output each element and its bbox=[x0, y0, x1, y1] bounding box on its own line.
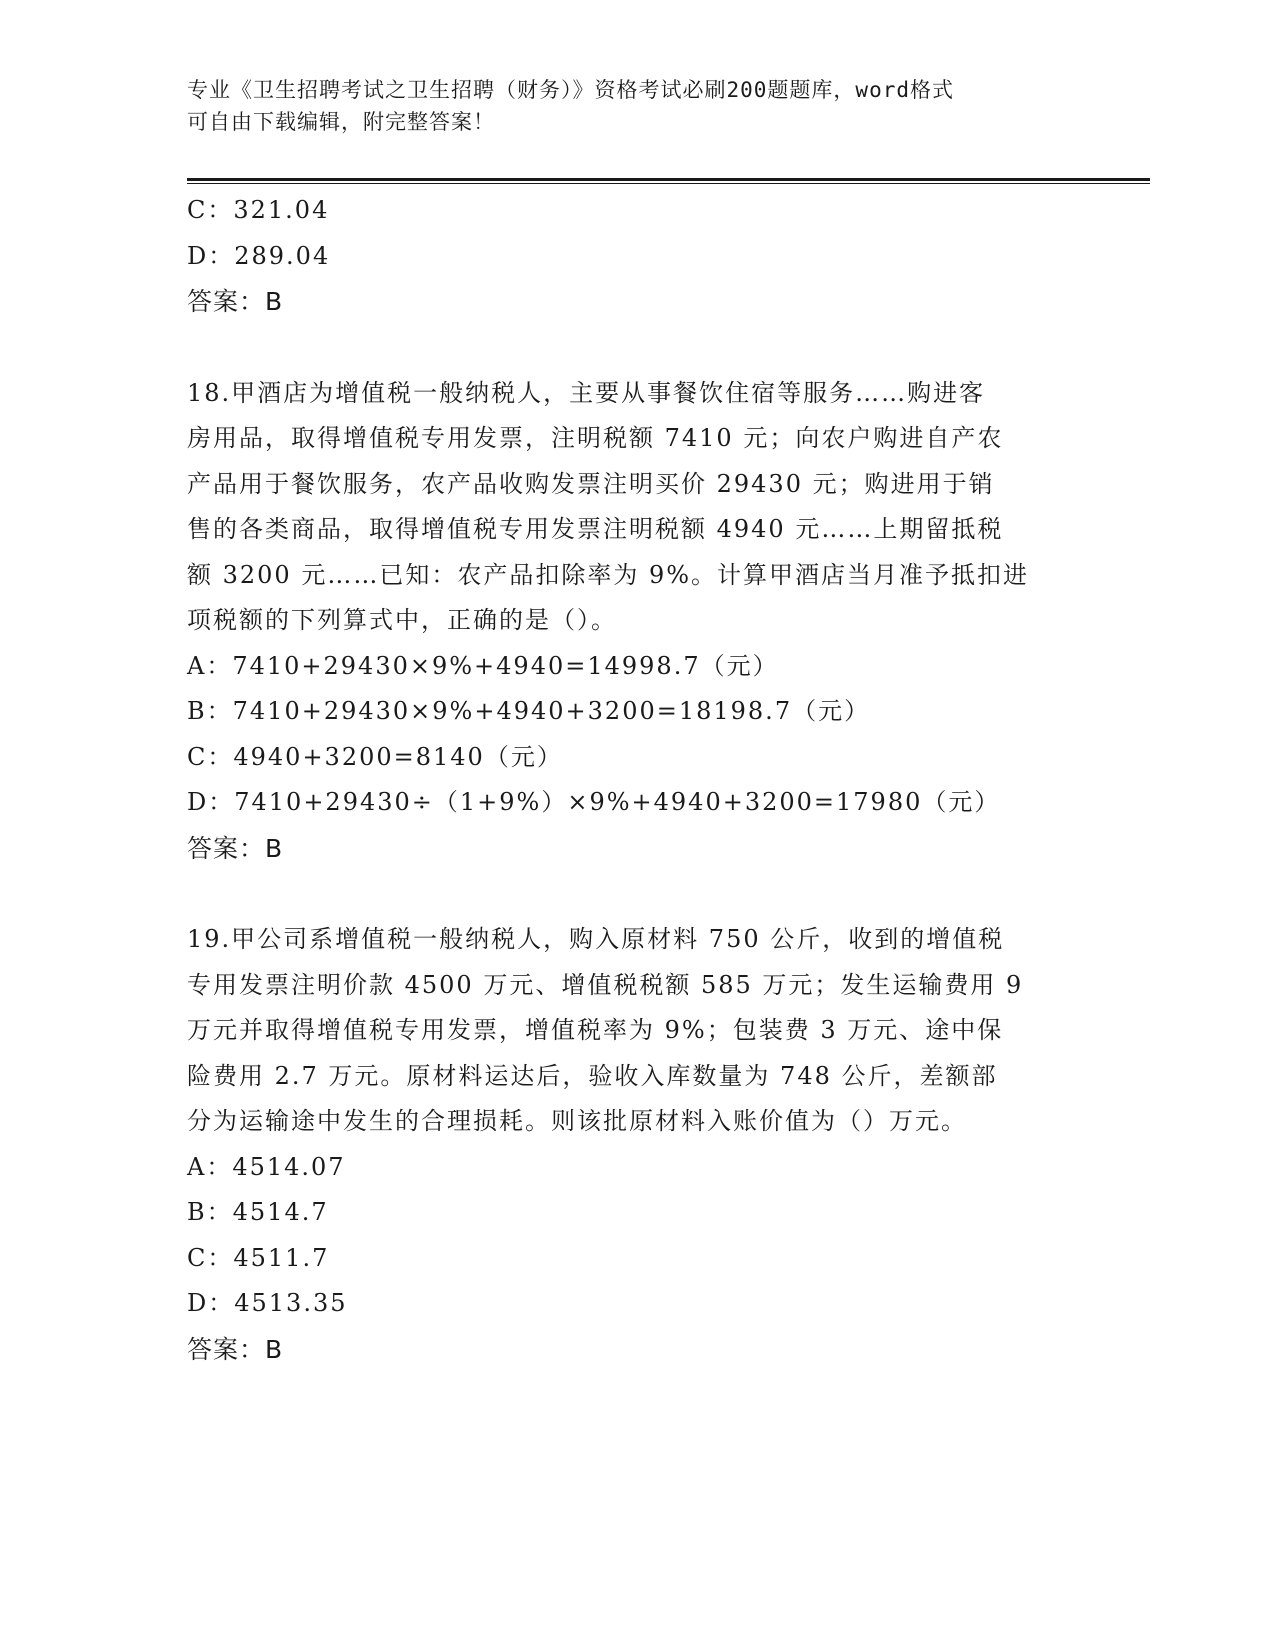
question-stem-line: 房用品，取得增值税专用发票，注明税额 7410 元；向农户购进自产农 bbox=[187, 424, 1004, 452]
question-stem-line: 项税额的下列算式中，正确的是（）。 bbox=[187, 606, 617, 634]
header-divider-thick bbox=[187, 178, 1150, 181]
option-d: D：4513.35 bbox=[187, 1289, 348, 1317]
spacer bbox=[187, 871, 1087, 917]
answer-line: 答案：B bbox=[187, 287, 284, 316]
prev-question bbox=[187, 188, 1087, 325]
header-line-1: 专业《卫生招聘考试之卫生招聘（财务）》资格考试必刷200题题库，word格式 bbox=[187, 78, 954, 102]
question-stem-line: 19.甲公司系增值税一般纳税人，购入原材料 750 公斤，收到的增值税 bbox=[187, 925, 1005, 953]
option-a: A：7410+29430×9%+4940=14998.7（元） bbox=[187, 651, 779, 680]
page-header bbox=[187, 74, 1067, 138]
question-18 bbox=[187, 371, 1087, 872]
document-body bbox=[187, 188, 1087, 1372]
question-stem-line: 专用发票注明价款 4500 万元、增值税税额 585 万元；发生运输费用 9 bbox=[187, 970, 1024, 999]
question-19 bbox=[187, 917, 1087, 1372]
option-c: C：4940+3200=8140（元） bbox=[187, 742, 563, 771]
question-stem-line: 售的各类商品，取得增值税专用发票注明税额 4940 元……上期留抵税 bbox=[187, 515, 1004, 543]
question-stem-line: 产品用于餐饮服务，农产品收购发票注明买价 29430 元；购进用于销 bbox=[187, 469, 995, 498]
question-stem-line: 分为运输途中发生的合理损耗。则该批原材料入账价值为（）万元。 bbox=[187, 1107, 967, 1135]
option-d: D：289.04 bbox=[187, 241, 331, 270]
header-line-2: 可自由下载编辑，附完整答案！ bbox=[187, 110, 495, 134]
question-stem-line: 额 3200 元……已知：农产品扣除率为 9%。计算甲酒店当月准予抵扣进 bbox=[187, 560, 1030, 589]
option-b: B：4514.7 bbox=[187, 1198, 329, 1226]
option-d: D：7410+29430÷（1+9%）×9%+4940+3200=17980（元） bbox=[187, 788, 1001, 816]
question-stem-line: 险费用 2.7 万元。原材料运达后，验收入库数量为 748 公斤，差额部 bbox=[187, 1061, 998, 1090]
option-c: C：321.04 bbox=[187, 196, 330, 224]
header-divider-thin bbox=[187, 183, 1150, 184]
option-c: C：4511.7 bbox=[187, 1243, 330, 1272]
spacer bbox=[187, 325, 1087, 371]
option-a: A：4514.07 bbox=[187, 1152, 346, 1181]
question-stem-line: 万元并取得增值税专用发票，增值税率为 9%；包装费 3 万元、途中保 bbox=[187, 1016, 1004, 1044]
question-stem-line: 18.甲酒店为增值税一般纳税人，主要从事餐饮住宿等服务……购进客 bbox=[187, 378, 986, 407]
answer-line: 答案：B bbox=[187, 1334, 284, 1364]
option-b: B：7410+29430×9%+4940+3200=18198.7（元） bbox=[187, 697, 871, 725]
answer-line: 答案：B bbox=[187, 833, 284, 863]
